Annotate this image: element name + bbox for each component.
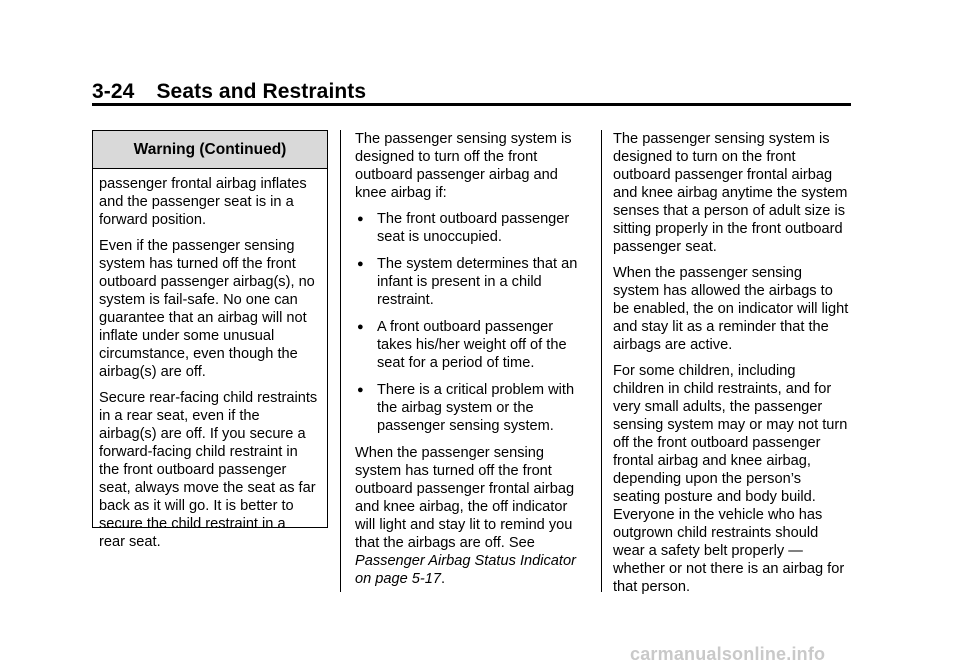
- section-title: Seats and Restraints: [156, 80, 367, 103]
- list-item: ● The system determines that an infant is present in a child restraint.: [357, 256, 578, 308]
- warning-body: [93, 169, 327, 551]
- column-3: [613, 130, 858, 604]
- warning-box: [92, 130, 328, 550]
- column2-intro: The passenger sensing system is designed to turn off the front outboard passenger airbag and knee airbag if:: [355, 131, 572, 201]
- cross-reference-link[interactable]: Passenger Airbag Status Indicator on page 5-17: [355, 553, 576, 587]
- bullet-icon: ●: [357, 213, 364, 225]
- list-item: ● The front outboard passenger seat is unoccupied.: [357, 211, 570, 245]
- page-number: 3-24: [92, 80, 135, 103]
- column3-paragraph: The passenger sensing system is designed to turn on the front outboard passenger frontal airbag and knee airbag anytime the system senses that a person of adult size is sitting properly in the front outboard passenger seat.: [613, 131, 848, 255]
- header-rule: [92, 103, 851, 106]
- bullet-icon: ●: [357, 258, 364, 270]
- column3-paragraph: When the passenger sensing system has allowed the airbags to be enabled, the on indicator will light and stay lit as a reminder that the airbags are active.: [613, 265, 849, 353]
- warning-title: Warning (Continued): [93, 131, 327, 169]
- column-2: [355, 130, 595, 596]
- column2-outro: When the passenger sensing system has turned off the front outboard passenger frontal airbag and knee airbag, the off indicator will light and stay lit to remind you that the airbags are off. See Passenger Airbag Status Indicator on page 5-17.: [355, 445, 576, 587]
- page-header: [92, 80, 366, 104]
- warning-paragraph: passenger frontal airbag inflates and the passenger seat is in a forward position.: [99, 176, 307, 228]
- list-item: ● A front outboard passenger takes his/her weight off of the seat for a period of time.: [357, 319, 567, 371]
- warning-paragraph: Secure rear-facing child restraints in a rear seat, even if the airbag(s) are off. If you secure a forward-facing child restraint in the front outboard passenger seat, always move the seat as far back as it will go. It is better to secure the child restraint in a rear seat.: [99, 390, 318, 550]
- warning-paragraph: Even if the passenger sensing system has turned off the front outboard passenger airbag(s), no system is fail-safe. No one can guarantee that an airbag will not inflate under some unusual circumstance, even though the airbag(s) are off.: [99, 238, 315, 380]
- list-item: ● There is a critical problem with the airbag system or the passenger sensing system.: [357, 382, 575, 434]
- column-divider: [601, 130, 602, 592]
- column3-paragraph: For some children, including children in child restraints, and for very small adults, the passenger sensing system may or may not turn off the front outboard passenger frontal airbag and knee airbag, depending upon the person’s seating posture and body build. Everyone in the vehicle who has outgrown child restraints should wear a safety belt properly — whether or not there is an airbag for that person.: [613, 363, 848, 595]
- bullet-icon: ●: [357, 384, 364, 396]
- column-divider: [340, 130, 341, 592]
- watermark: carmanualsonline.info: [630, 644, 826, 664]
- condition-list: [355, 210, 595, 435]
- bullet-icon: ●: [357, 321, 364, 333]
